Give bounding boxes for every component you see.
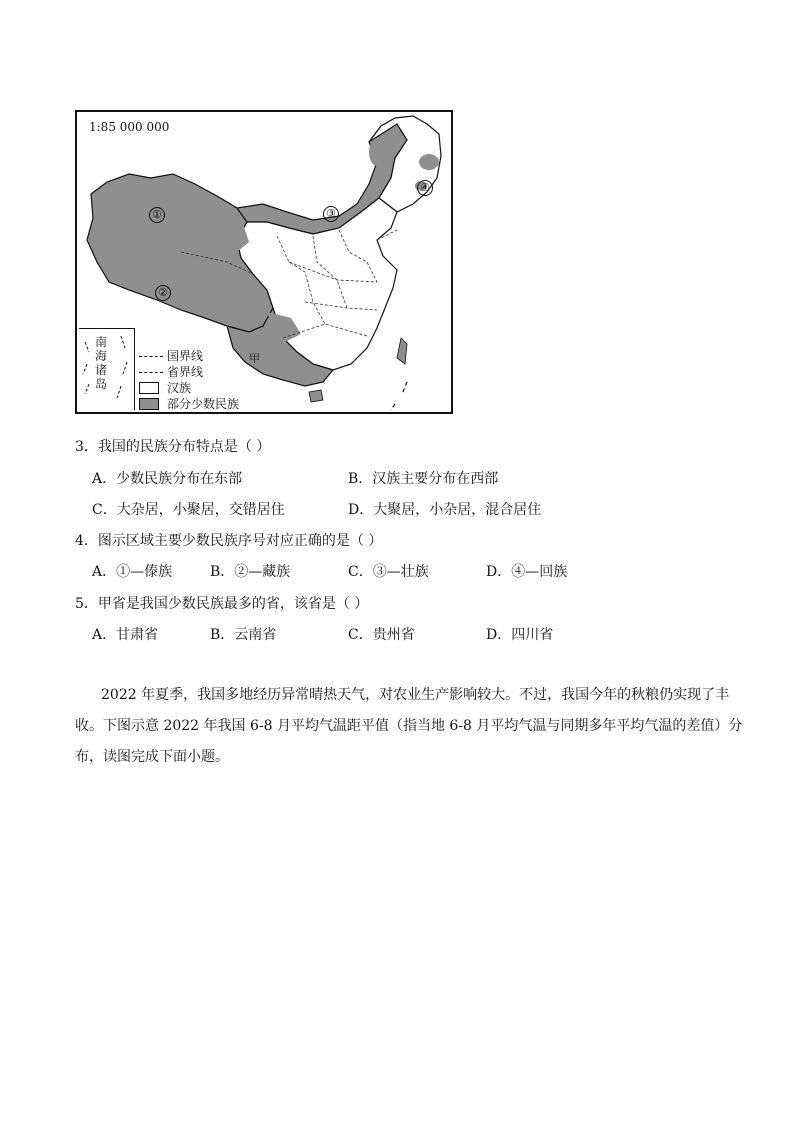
question-5-option-d[interactable]: D．四川省	[486, 627, 554, 643]
legend-han: 汉族	[139, 380, 239, 396]
minority-symbol	[139, 398, 159, 410]
map-legend	[139, 348, 239, 412]
reading-paragraph	[75, 680, 743, 773]
legend-country-border: 国界线	[139, 348, 239, 364]
marker-1: ①	[149, 207, 165, 223]
question-4-option-b[interactable]: B．②—藏族	[210, 564, 291, 580]
marker-2: ②	[155, 285, 171, 301]
question-5-option-a[interactable]: A．甘肃省	[92, 627, 159, 643]
question-4-option-d[interactable]: D．④—回族	[486, 564, 568, 580]
marker-jia: 甲	[249, 352, 260, 365]
marker-4: ④	[417, 180, 433, 196]
paragraph-line-1: 2022 年夏季，我国多地经历异常晴热天气，对农业生产影响较大。不过，我国今年的秋粮仍实现了丰	[101, 687, 730, 703]
question-5-option-b[interactable]: B．云南省	[210, 627, 277, 643]
south-sea-inset	[79, 328, 135, 410]
han-symbol	[139, 382, 159, 394]
hainan	[309, 390, 323, 402]
question-3-option-c[interactable]: C．大杂居，小聚居，交错居住	[92, 502, 285, 518]
legend-province-border: 省界线	[139, 364, 239, 380]
map-scale: 1:85 000 000	[89, 120, 170, 134]
question-5-option-c[interactable]: C．贵州省	[348, 627, 415, 643]
question-4-stem: 4．图示区域主要少数民族序号对应正确的是（ ）	[75, 533, 383, 549]
ethnic-distribution-map	[75, 110, 453, 414]
paragraph-line-2: 收。下图示意 2022 年我国 6-8 月平均气温距平值（指当地 6-8 月平均气温与同期多年平均气温的差值）分	[75, 718, 743, 734]
paragraph-line-3: 布，读图完成下面小题。	[75, 749, 229, 765]
marker-3: ③	[323, 206, 339, 222]
question-5-stem: 5．甲省是我国少数民族最多的省，该省是（ ）	[75, 596, 369, 612]
inset-label: 南海诸岛	[95, 335, 108, 391]
question-3-option-a[interactable]: A．少数民族分布在东部	[92, 471, 243, 487]
legend-minority: 部分少数民族	[139, 396, 239, 412]
question-3-option-b[interactable]: B．汉族主要分布在西部	[348, 471, 499, 487]
question-4-option-c[interactable]: C．③—壮族	[348, 564, 429, 580]
question-3-option-d[interactable]: D．大聚居，小杂居，混合居住	[348, 502, 542, 518]
taiwan	[397, 338, 407, 364]
question-4-option-a[interactable]: A．①—傣族	[92, 564, 173, 580]
province-border-symbol	[139, 372, 163, 373]
country-border-symbol	[139, 356, 163, 357]
question-3-stem: 3．我国的民族分布特点是（ ）	[75, 439, 271, 455]
